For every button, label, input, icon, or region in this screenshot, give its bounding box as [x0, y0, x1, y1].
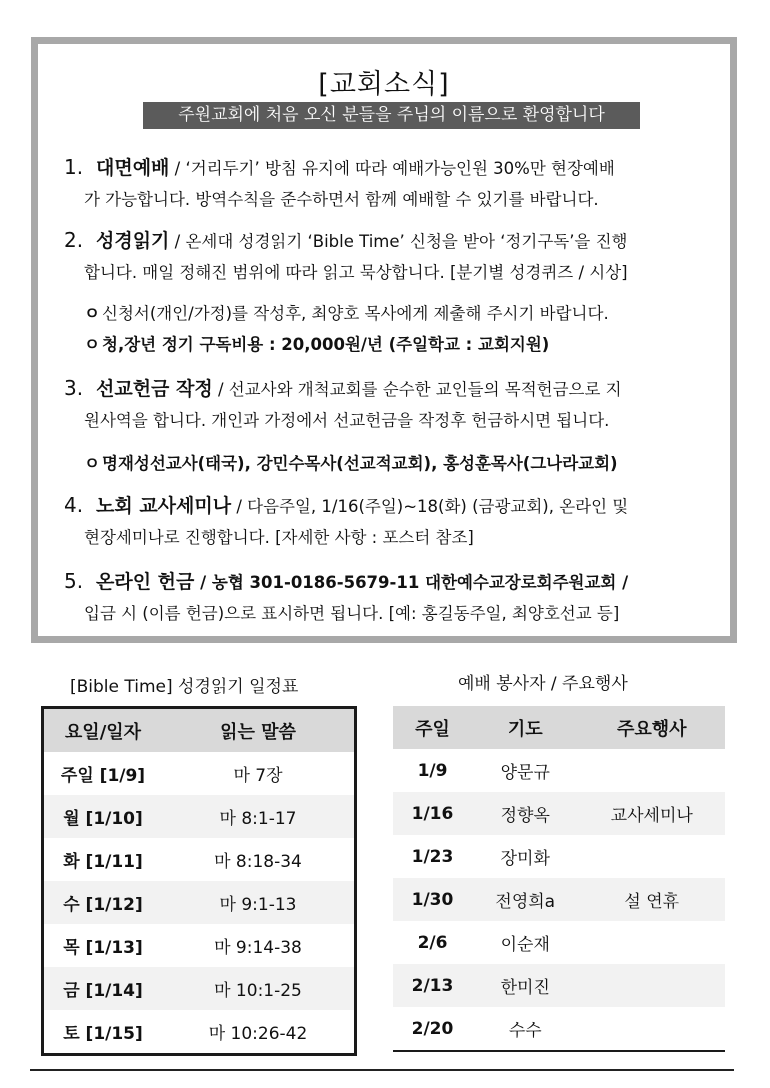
item-number: 1.: [64, 155, 84, 179]
event-cell: [578, 1007, 725, 1051]
bullet-marker: ㅇ: [84, 304, 100, 323]
passage-cell: 마 9:1-13: [162, 881, 356, 924]
week-cell: 1/16: [393, 792, 472, 835]
day-cell: 토 [1/15]: [63, 1024, 143, 1044]
week-cell: 1/23: [411, 846, 454, 867]
item-text-cont: 현장세미나로 진행합니다. [자세한 사항 : 포스터 참조]: [84, 528, 474, 547]
item-text-cont: 가 가능합니다. 방역수칙을 준수하면서 함께 예배할 수 있기를 바랍니다.: [84, 190, 599, 209]
item-text: / 다음주일, 1/16(주일)~18(화) (금광교회), 온라인 및: [231, 497, 629, 516]
day-cell: 화 [1/11]: [63, 852, 143, 872]
item-number: 5.: [64, 569, 84, 593]
news-item-5: [64, 566, 724, 629]
item-heading: 선교헌금 작정: [96, 378, 213, 400]
passage-cell: 마 10:1-25: [162, 967, 356, 1010]
event-cell: [578, 964, 725, 1007]
item-text-cont: 입금 시 (이름 헌금)으로 표시하면 됩니다. [예: 홍길동주일, 최양호선교 등]: [84, 604, 620, 623]
item-heading: 노회 교사세미나: [96, 495, 232, 517]
bullet-text: 명재성선교사(태국), 강민수목사(선교적교회), 홍성훈목사(그나라교회): [102, 454, 618, 473]
event-cell: [578, 749, 725, 792]
table-row: [393, 878, 725, 921]
prayer-cell: 이순재: [500, 935, 550, 955]
item-text: / 선교사와 개척교회를 순수한 교인들의 목적헌금으로 지: [212, 380, 622, 399]
reading-schedule-table: [41, 706, 357, 1056]
prayer-cell: 정향옥: [472, 792, 578, 835]
event-cell: 설 연휴: [578, 878, 725, 921]
table-row: [43, 752, 356, 795]
bullet-marker: ㅇ: [84, 454, 100, 473]
table-row: [393, 835, 725, 878]
passage-cell: 마 10:26-42: [208, 1024, 308, 1044]
column-header: 기도: [472, 706, 578, 749]
item-text: / 농협 301-0186-5679-11 대한예수교장로회주원교회 /: [194, 573, 629, 592]
table-row: [393, 792, 725, 835]
week-cell: 2/20: [411, 1018, 454, 1039]
day-cell: 수 [1/12]: [43, 881, 163, 924]
day-cell: 금 [1/14]: [43, 967, 163, 1010]
prayer-cell: 양문규: [500, 763, 550, 783]
table-row: [43, 1010, 356, 1055]
servants-table: [393, 706, 725, 1052]
table-row: [43, 967, 356, 1010]
item-number: 4.: [64, 493, 84, 517]
passage-cell: 마 7장: [233, 766, 283, 786]
item-text-cont: 원사역을 합니다. 개인과 가정에서 선교헌금을 작정후 헌금하시면 됩니다.: [84, 411, 610, 430]
table-row: [393, 749, 725, 792]
column-header: 읽는 말씀: [162, 708, 356, 753]
item-text: / 온세대 성경읽기 ‘Bible Time’ 신청을 받아 ‘정기구독’을 진행: [169, 232, 628, 251]
event-cell: [578, 835, 725, 878]
bullet-missionaries: [84, 452, 724, 476]
passage-cell: 마 8:18-34: [214, 852, 302, 872]
table-row: [43, 924, 356, 967]
column-header: 요일/일자: [43, 708, 163, 753]
prayer-cell: 장미화: [500, 849, 550, 869]
day-cell: 월 [1/10]: [43, 795, 163, 838]
prayer-cell: 전영희a: [472, 878, 578, 921]
item-heading: 성경읽기: [96, 230, 170, 252]
news-item-3: [64, 373, 724, 436]
bullet-marker: ㅇ: [84, 335, 100, 354]
week-cell: 1/30: [393, 878, 472, 921]
table-row: [393, 964, 725, 1007]
news-item-2: [64, 225, 724, 288]
news-title: [교회소식]: [318, 69, 450, 100]
table-row: [43, 838, 356, 881]
bullet-application: [84, 302, 724, 326]
week-cell: 2/13: [393, 964, 472, 1007]
table-row: [393, 921, 725, 964]
item-heading: 대면예배: [96, 157, 170, 179]
news-subtitle: 주원교회에 처음 오신 분들을 주님의 이름으로 환영합니다: [143, 102, 640, 129]
table-header-row: [393, 706, 725, 749]
prayer-cell: 한미진: [472, 964, 578, 1007]
table-row: [393, 1007, 725, 1051]
day-cell: 주일 [1/9]: [60, 766, 146, 786]
bottom-divider: [30, 1069, 734, 1071]
item-number: 2.: [64, 228, 84, 252]
column-header: 주일: [393, 706, 472, 749]
week-cell: 2/6: [417, 932, 448, 953]
table-row: [43, 881, 356, 924]
item-text-cont: 합니다. 매일 정해진 범위에 따라 읽고 묵상합니다. [분기별 성경퀴즈 / 시상]: [84, 263, 628, 282]
table-header-row: [43, 708, 356, 753]
passage-cell: 마 8:1-17: [162, 795, 356, 838]
church-news-box: [31, 37, 737, 643]
bullet-text: 신청서(개인/가정)를 작성후, 최양호 목사에게 제출해 주시기 바랍니다.: [102, 304, 609, 323]
servants-caption: 예배 봉사자 / 주요행사: [458, 674, 628, 694]
news-item-4: [64, 490, 724, 553]
week-cell: 1/9: [417, 760, 448, 781]
table-row: [43, 795, 356, 838]
prayer-cell: 수수: [508, 1021, 542, 1041]
item-text: / ‘거리두기’ 방침 유지에 따라 예배가능인원 30%만 현장예배: [169, 159, 615, 178]
event-cell: 교사세미나: [578, 792, 725, 835]
item-heading: 온라인 헌금: [96, 571, 195, 593]
passage-cell: 마 9:14-38: [214, 938, 302, 958]
column-header: 주요행사: [578, 706, 725, 749]
item-number: 3.: [64, 376, 84, 400]
bullet-text: 청,장년 정기 구독비용 : 20,000원/년 (주일학교 : 교회지원): [102, 335, 550, 354]
news-item-1: [64, 152, 724, 215]
reading-schedule-caption: [Bible Time] 성경읽기 일정표: [70, 677, 299, 697]
day-cell: 목 [1/13]: [63, 938, 143, 958]
event-cell: [578, 921, 725, 964]
bullet-subscription-fee: [84, 333, 724, 357]
